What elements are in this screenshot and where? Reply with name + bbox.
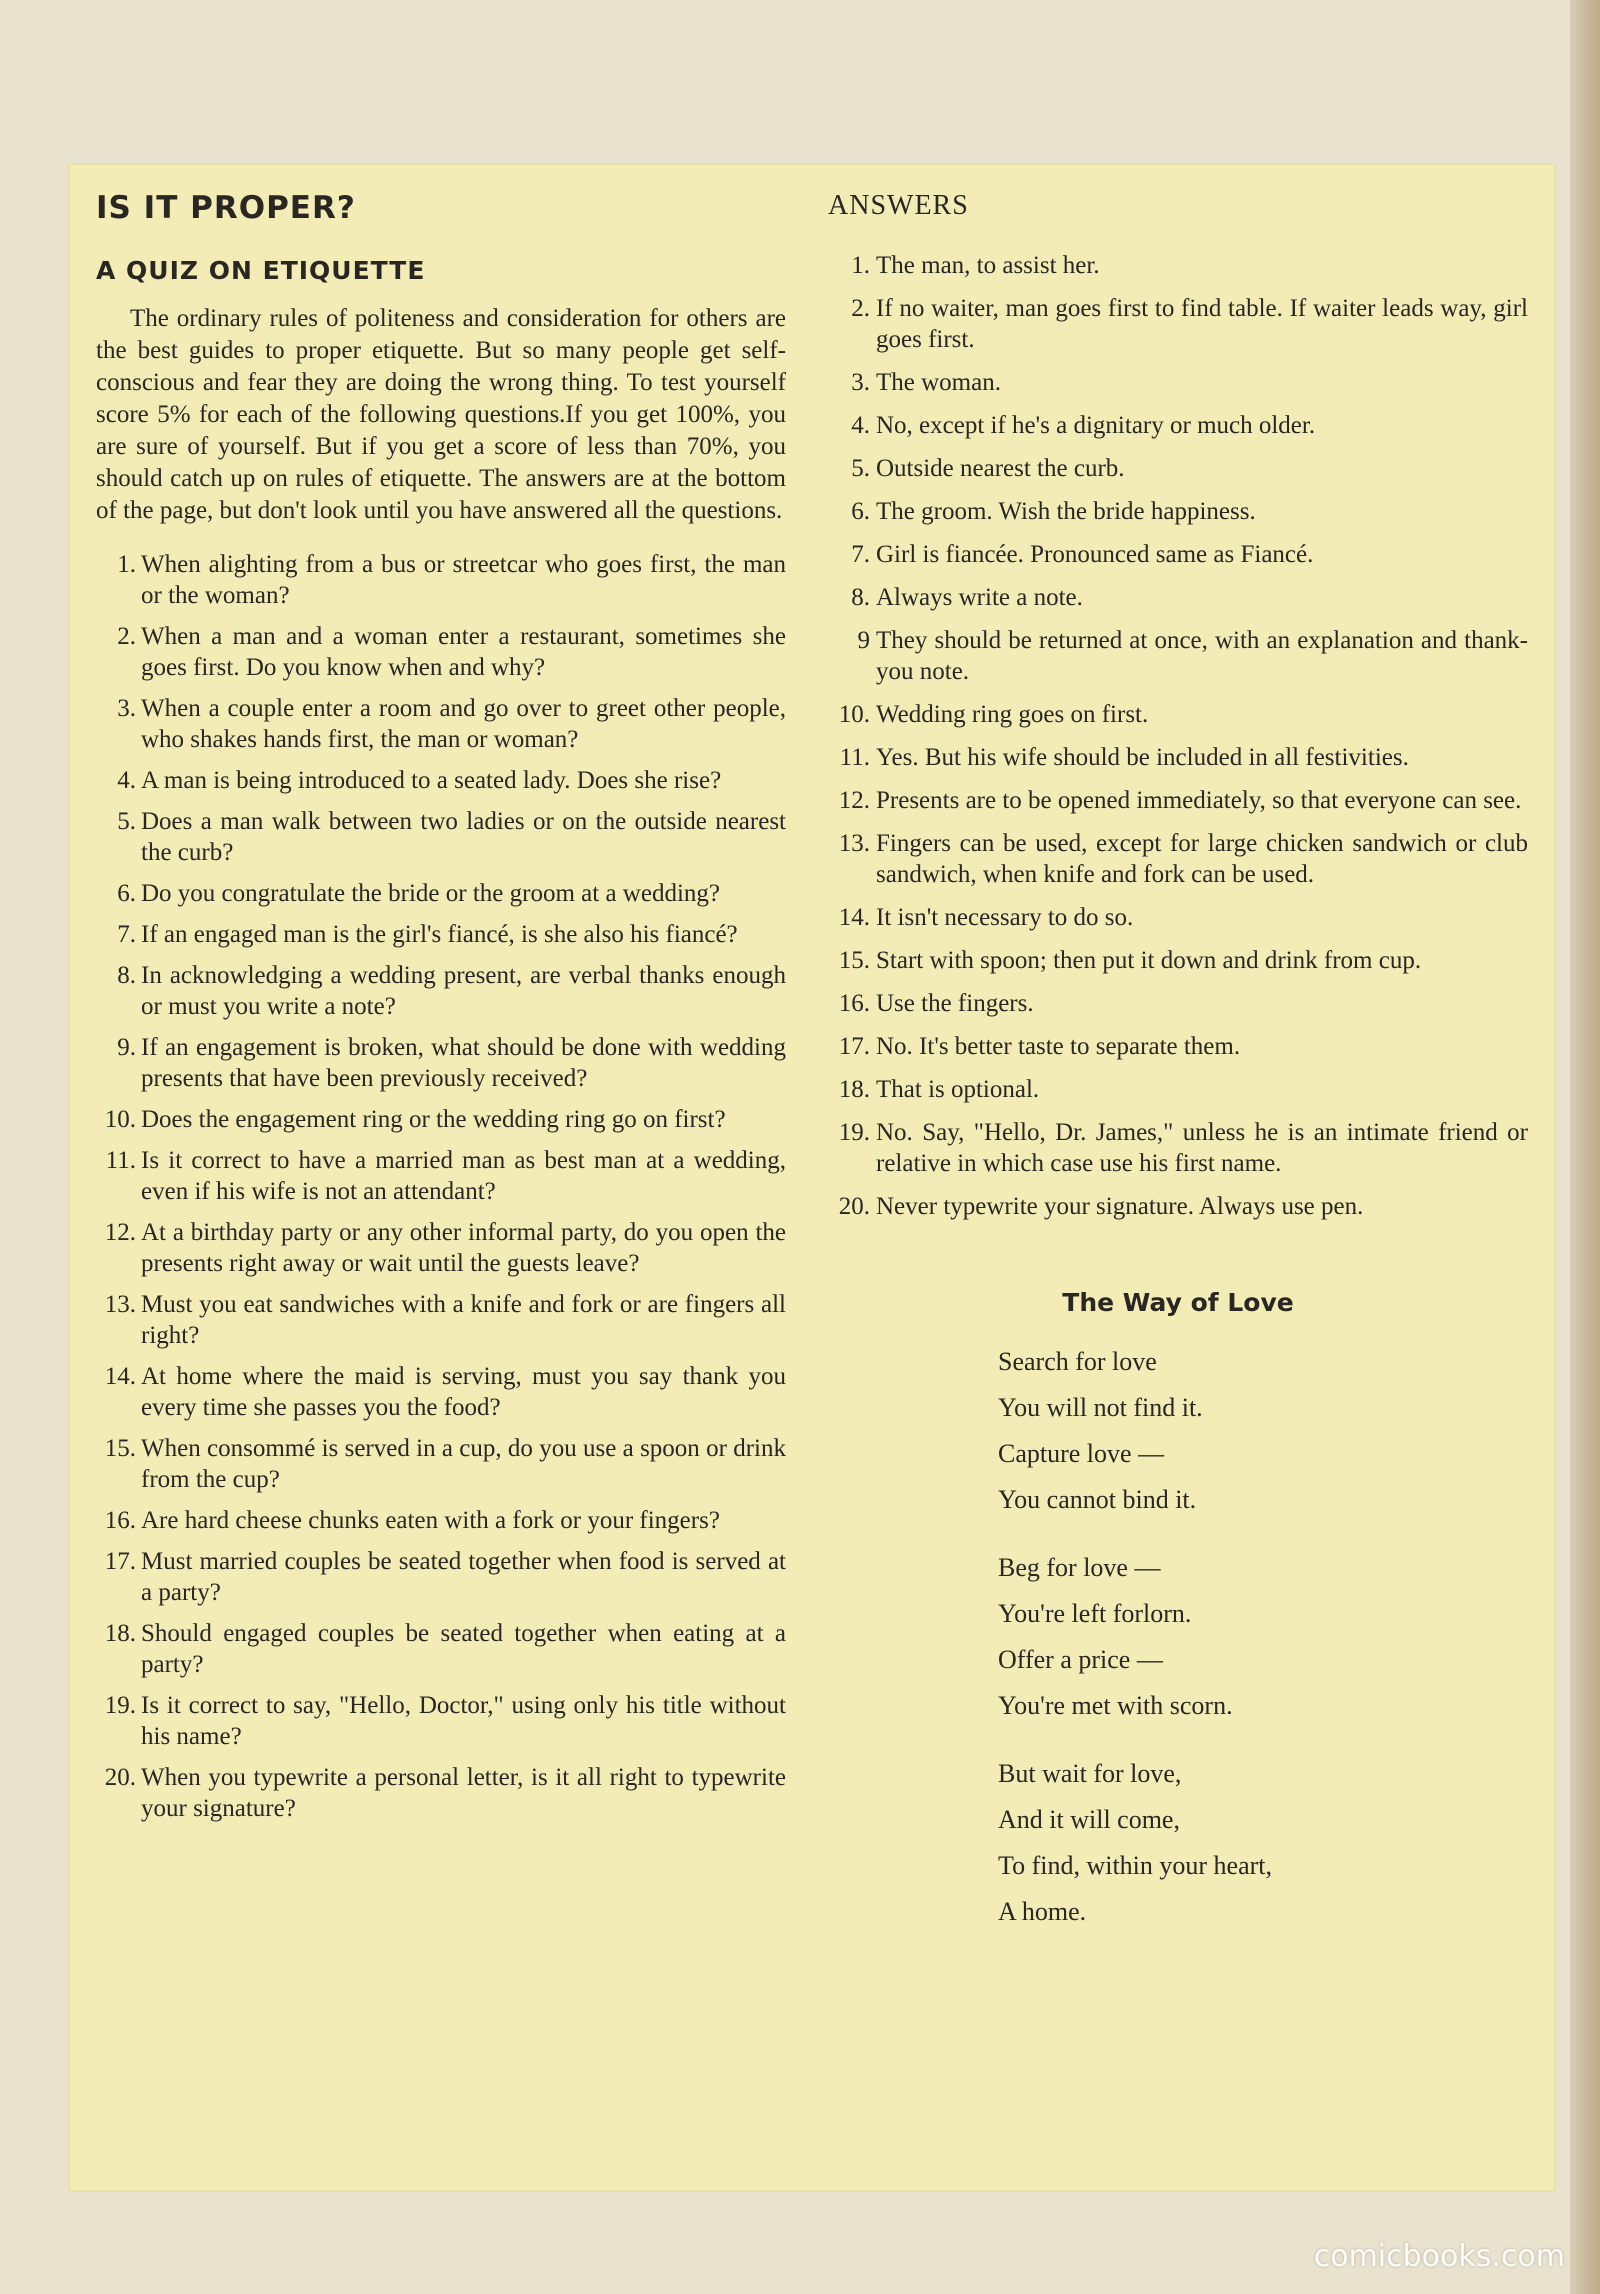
question-number: 18. (104, 1620, 136, 1647)
answer-item (828, 539, 1528, 570)
answer-text: Yes. But his wife should be included in all festivities. (876, 744, 1409, 771)
poem-line: You cannot bind it. (998, 1485, 1197, 1514)
question-text: Does a man walk between two ladies or on the outside nearest the curb? (141, 808, 786, 866)
answer-number: 4. (851, 412, 870, 439)
question-list (96, 549, 786, 1824)
poem-line: And it will come, (998, 1805, 1180, 1834)
question-text: At a birthday party or any other informal party, do you open the presents right away or wait until the guests leave? (141, 1219, 786, 1277)
answer-number: 19. (838, 1119, 870, 1146)
answer-number: 17. (838, 1033, 870, 1060)
poem-stanza (998, 1339, 1528, 1523)
question-item (96, 1505, 786, 1536)
question-text: When consommé is served in a cup, do you use a spoon or drink from the cup? (141, 1435, 786, 1493)
question-text: When a couple enter a room and go over to greet other people, who shakes hands first, the man or woman? (141, 695, 786, 753)
question-text: Is it correct to say, "Hello, Doctor," using only his title without his name? (141, 1692, 786, 1750)
answer-item (828, 988, 1528, 1019)
poem-line: A home. (998, 1897, 1087, 1926)
question-number: 2. (117, 623, 136, 650)
answer-number: 5. (851, 455, 870, 482)
poem-line: You're left forlorn. (998, 1599, 1192, 1628)
answer-text: The woman. (876, 369, 1001, 396)
answer-text: Girl is fiancée. Pronounced same as Fiancé. (876, 541, 1314, 568)
answer-number: 2. (851, 295, 870, 322)
answer-number: 9 (857, 627, 870, 654)
question-item (96, 1289, 786, 1351)
answer-list (828, 250, 1528, 1222)
question-number: 11. (105, 1147, 136, 1174)
answer-text: No, except if he's a dignitary or much older. (876, 412, 1316, 439)
question-number: 16. (104, 1507, 136, 1534)
answer-item (828, 625, 1528, 687)
question-text: Must you eat sandwiches with a knife and fork or are fingers all right? (141, 1291, 786, 1349)
question-item (96, 1145, 786, 1207)
question-number: 5. (117, 808, 136, 835)
question-text: If an engagement is broken, what should be done with wedding presents that have been previously received? (141, 1034, 786, 1092)
answer-number: 11. (839, 744, 870, 771)
question-text: Are hard cheese chunks eaten with a fork or your fingers? (141, 1507, 720, 1534)
answer-number: 7. (851, 541, 870, 568)
question-number: 12. (104, 1219, 136, 1246)
question-number: 1. (117, 551, 136, 578)
question-number: 4. (117, 767, 136, 794)
question-item (96, 878, 786, 909)
answers-heading: ANSWERS (828, 190, 969, 221)
question-text: Should engaged couples be seated together when eating at a party? (141, 1620, 786, 1678)
answer-item (828, 367, 1528, 398)
answer-item (828, 582, 1528, 613)
question-item (96, 765, 786, 796)
poem-stanza (998, 1751, 1528, 1935)
question-item (96, 919, 786, 950)
question-item (96, 621, 786, 683)
answer-item (828, 742, 1528, 773)
answer-text: Use the fingers. (876, 990, 1034, 1017)
answer-text: Presents are to be opened immediately, so that everyone can see. (876, 787, 1522, 814)
answer-item (828, 828, 1528, 890)
question-text: In acknowledging a wedding present, are verbal thanks enough or must you write a note? (141, 962, 786, 1020)
answer-number: 1. (851, 252, 870, 279)
poem-line: Offer a price — (998, 1645, 1163, 1674)
poem-line: Beg for love — (998, 1553, 1161, 1582)
poem-title: The Way of Love (1062, 1288, 1294, 1317)
answer-text: The groom. Wish the bride happiness. (876, 498, 1256, 525)
question-number: 19. (104, 1692, 136, 1719)
question-text: Does the engagement ring or the wedding ring go on first? (141, 1106, 726, 1133)
question-item (96, 1104, 786, 1135)
answer-number: 12. (838, 787, 870, 814)
quiz-column (96, 190, 786, 1834)
question-item (96, 1690, 786, 1752)
answer-text: Wedding ring goes on first. (876, 701, 1149, 728)
question-number: 10. (104, 1106, 136, 1133)
answer-text: No. It's better taste to separate them. (876, 1033, 1241, 1060)
question-item (96, 1433, 786, 1495)
answer-text: If no waiter, man goes first to find table. If waiter leads way, girl goes first. (876, 295, 1528, 353)
quiz-intro: The ordinary rules of politeness and consideration for others are the best guides to proper etiquette. But so many people get self-conscious and fear they are doing the wrong thing. To test yourself score 5% for each of the following questions.If you get 100%, you are sure of yourself. But if you get a score of less than 70%, you should catch up on rules of etiquette. The answers are at the bottom of the page, but don't look until you have answered all the questions. (96, 305, 786, 524)
answer-text: The man, to assist her. (876, 252, 1100, 279)
poem-line: You will not find it. (998, 1393, 1203, 1422)
answer-number: 15. (838, 947, 870, 974)
poem (828, 1339, 1528, 1935)
question-item (96, 1361, 786, 1423)
question-item (96, 960, 786, 1022)
watermark: comicbooks.com (1313, 2239, 1565, 2274)
answer-item (828, 410, 1528, 441)
poem-line: But wait for love, (998, 1759, 1182, 1788)
answer-item (828, 785, 1528, 816)
question-text: Do you congratulate the bride or the groom at a wedding? (141, 880, 720, 907)
answer-text: It isn't necessary to do so. (876, 904, 1134, 931)
answer-number: 13. (838, 830, 870, 857)
question-number: 9. (117, 1034, 136, 1061)
answer-number: 18. (838, 1076, 870, 1103)
answer-text: They should be returned at once, with an explanation and thank-you note. (876, 627, 1528, 685)
question-item (96, 1618, 786, 1680)
answer-number: 14. (838, 904, 870, 931)
answer-item (828, 453, 1528, 484)
answer-item (828, 293, 1528, 355)
answer-number: 20. (838, 1193, 870, 1220)
answer-text: Never typewrite your signature. Always use pen. (876, 1193, 1364, 1220)
answer-number: 16. (838, 990, 870, 1017)
question-text: At home where the maid is serving, must you say thank you every time she passes you the food? (141, 1363, 786, 1421)
answer-item (828, 699, 1528, 730)
question-text: If an engaged man is the girl's fiancé, is she also his fiancé? (141, 921, 738, 948)
answer-item (828, 1117, 1528, 1179)
answer-text: Start with spoon; then put it down and drink from cup. (876, 947, 1422, 974)
question-text: Must married couples be seated together when food is served at a party? (141, 1548, 786, 1606)
answer-text: Outside nearest the curb. (876, 455, 1125, 482)
poem-line: You're met with scorn. (998, 1691, 1233, 1720)
question-number: 7. (117, 921, 136, 948)
question-text: When you typewrite a personal letter, is it all right to typewrite your signature? (141, 1764, 786, 1822)
question-item (96, 1762, 786, 1824)
question-number: 3. (117, 695, 136, 722)
question-number: 20. (104, 1764, 136, 1791)
question-number: 14. (104, 1363, 136, 1390)
question-item (96, 806, 786, 868)
question-item (96, 1217, 786, 1279)
question-item (96, 1032, 786, 1094)
answer-item (828, 250, 1528, 281)
answer-item (828, 1191, 1528, 1222)
answer-text: No. Say, "Hello, Dr. James," unless he is an intimate friend or relative in which case use his first name. (876, 1119, 1528, 1177)
poem-line: To find, within your heart, (998, 1851, 1273, 1880)
question-number: 15. (104, 1435, 136, 1462)
quiz-subtitle: A QUIZ ON ETIQUETTE (96, 256, 426, 285)
question-text: Is it correct to have a married man as best man at a wedding, even if his wife is not an attendant? (141, 1147, 786, 1205)
answer-item (828, 1031, 1528, 1062)
answer-text: Always write a note. (876, 584, 1083, 611)
question-item (96, 549, 786, 611)
answer-number: 10. (838, 701, 870, 728)
question-text: When alighting from a bus or streetcar who goes first, the man or the woman? (141, 551, 786, 609)
question-item (96, 693, 786, 755)
answer-item (828, 496, 1528, 527)
question-number: 6. (117, 880, 136, 907)
question-number: 17. (104, 1548, 136, 1575)
answer-item (828, 945, 1528, 976)
question-number: 13. (104, 1291, 136, 1318)
question-text: When a man and a woman enter a restaurant, sometimes she goes first. Do you know when and why? (141, 623, 786, 681)
answer-number: 3. (851, 369, 870, 396)
question-number: 8. (117, 962, 136, 989)
question-text: A man is being introduced to a seated lady. Does she rise? (141, 767, 722, 794)
poem-line: Search for love (998, 1347, 1157, 1376)
page-title: IS IT PROPER? (96, 190, 356, 226)
poem-line: Capture love — (998, 1439, 1165, 1468)
answer-number: 8. (851, 584, 870, 611)
answer-item (828, 1074, 1528, 1105)
answer-number: 6. (851, 498, 870, 525)
poem-stanza (998, 1545, 1528, 1729)
answer-text: Fingers can be used, except for large chicken sandwich or club sandwich, when knife and fork can be used. (876, 830, 1528, 888)
answers-column (828, 190, 1528, 1957)
answer-text: That is optional. (876, 1076, 1040, 1103)
paper-edge (1570, 0, 1600, 2294)
answer-item (828, 902, 1528, 933)
question-item (96, 1546, 786, 1608)
